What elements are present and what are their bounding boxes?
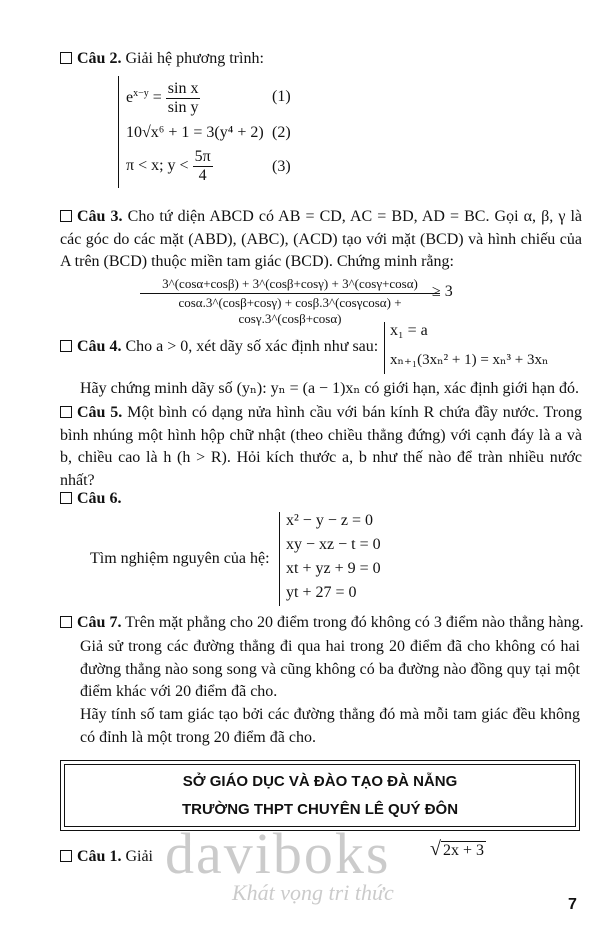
q2-tag3: (3) xyxy=(272,158,291,175)
q4-text: Cho a > 0, xét dãy số xác định như sau: xyxy=(125,338,379,355)
q7-label: Câu 7. xyxy=(77,614,122,631)
checkbox-icon xyxy=(60,850,72,862)
q6-heading xyxy=(60,488,121,510)
q5-text: Một bình có dạng nửa hình cầu với bán kính R chứa đầy nước. Trong bình nhúng một hình hộp chữ nhật (theo chiều thẳng đứng) với cạnh đáy là a và b, chiều cao là h (h > R). Hỏi kích thước a, b như thế nào để tràn nhiều nước nhất? xyxy=(60,404,583,489)
checkbox-icon xyxy=(60,210,72,222)
header-line1: SỞ GIÁO DỤC VÀ ĐÀO TẠO ĐÀ NẴNG xyxy=(182,773,458,790)
watermark-slogan: Khát vọng tri thức xyxy=(232,880,394,905)
q7-heading xyxy=(60,612,584,634)
q6-sys3: xt + yz + 9 = 0 xyxy=(286,560,381,577)
q6-sys1: x² − y − z = 0 xyxy=(286,512,373,529)
q4-label: Câu 4. xyxy=(77,338,122,355)
watermark-brand: daviboks xyxy=(165,821,391,886)
q6-sys2: xy − xz − t = 0 xyxy=(286,536,381,553)
q2-eq1: $e^{x-y}$ = $\frac{\text{sin x}}{\text{sin y}}$ xyxy=(126,80,199,116)
checkbox-icon xyxy=(60,52,72,64)
checkbox-icon xyxy=(60,616,72,628)
checkbox-icon xyxy=(60,340,72,352)
q4-sys2: xₙ₊₁(3xₙ² + 1) = xₙ³ + 3xₙ xyxy=(390,352,549,368)
q5-label: Câu 5. xyxy=(77,404,123,421)
q7-p2: Hãy tính số tam giác tạo bởi các đường thẳng đó mà mỗi tam giác đều không có đỉnh là một trong 20 điểm đã cho. xyxy=(80,706,580,746)
q2-heading xyxy=(60,48,264,70)
q7-text: Trên mặt phẳng cho 20 điểm trong đó không có 3 điểm nào thẳng hàng. xyxy=(125,614,584,631)
q2-text: Giải hệ phương trình: xyxy=(125,50,264,67)
q2-tag1: (1) xyxy=(272,88,291,105)
q3-rhs: ≥ 3 xyxy=(432,283,453,300)
q6-text: Tìm nghiệm nguyên của hệ: xyxy=(90,550,270,567)
q4-text2: Hãy chứng minh dãy số (yₙ): yₙ = (a − 1)xₙ có giới hạn, xác định giới hạn đó. xyxy=(80,380,579,397)
q1b-heading xyxy=(60,846,153,868)
header-line2: TRƯỜNG THPT CHUYÊN LÊ QUÝ ĐÔN xyxy=(181,801,459,818)
page-number: 7 xyxy=(568,896,577,913)
q4-heading xyxy=(60,336,378,358)
q2-eq3: π < x; y < $\frac{5\pi}{4}$ xyxy=(126,148,211,184)
q3-label: Câu 3. xyxy=(77,208,123,225)
q6-label: Câu 6. xyxy=(77,490,122,507)
q3-inequality xyxy=(140,276,440,327)
q3-block xyxy=(60,206,582,274)
q4-brace xyxy=(384,322,385,374)
q2-tag2: (2) xyxy=(272,124,291,141)
q6-brace xyxy=(279,512,280,606)
q2-label: Câu 2. xyxy=(77,50,122,67)
q2-eq2: 10√x⁶ + 1 = 3(y⁴ + 2) xyxy=(126,124,264,141)
q4-sys1: x₁ = a xyxy=(390,322,428,339)
checkbox-icon xyxy=(60,406,72,418)
q5-block xyxy=(60,402,582,492)
checkbox-icon xyxy=(60,492,72,504)
q3-text: Cho tứ diện ABCD có AB = CD, AC = BD, AD = BC. Gọi α, β, γ là các góc do các mặt (ABD), (ABC), (ACD) tạo với mặt (BCD) và hình chiếu của A trên (BCD) thuộc miền tam giác (BCD). Chứng minh rằng: xyxy=(60,208,583,270)
q6-sys4: yt + 27 = 0 xyxy=(286,584,357,601)
q1b-label: Câu 1. xyxy=(77,848,122,865)
q3-numerator: 3^(cosα+cosβ) + 3^(cosβ+cosγ) + 3^(cosγ+cosα) xyxy=(140,276,440,294)
q3-denominator: cosα.3^(cosβ+cosγ) + cosβ.3^(cosγcosα) + cosγ.3^(cosβ+cosα) xyxy=(178,295,402,326)
q7-p1: Giả sử trong các đường thẳng đi qua hai trong 20 điểm đã cho không có hai đường thẳng nào song song và cũng không có ba đường nào đồng quy tại một điểm khác với 20 điểm đã cho. xyxy=(80,638,580,700)
q2-brace xyxy=(118,76,119,188)
q1b-sqrt: √ 2x + 3 xyxy=(430,838,485,860)
q1b-text: Giải xyxy=(125,848,153,865)
